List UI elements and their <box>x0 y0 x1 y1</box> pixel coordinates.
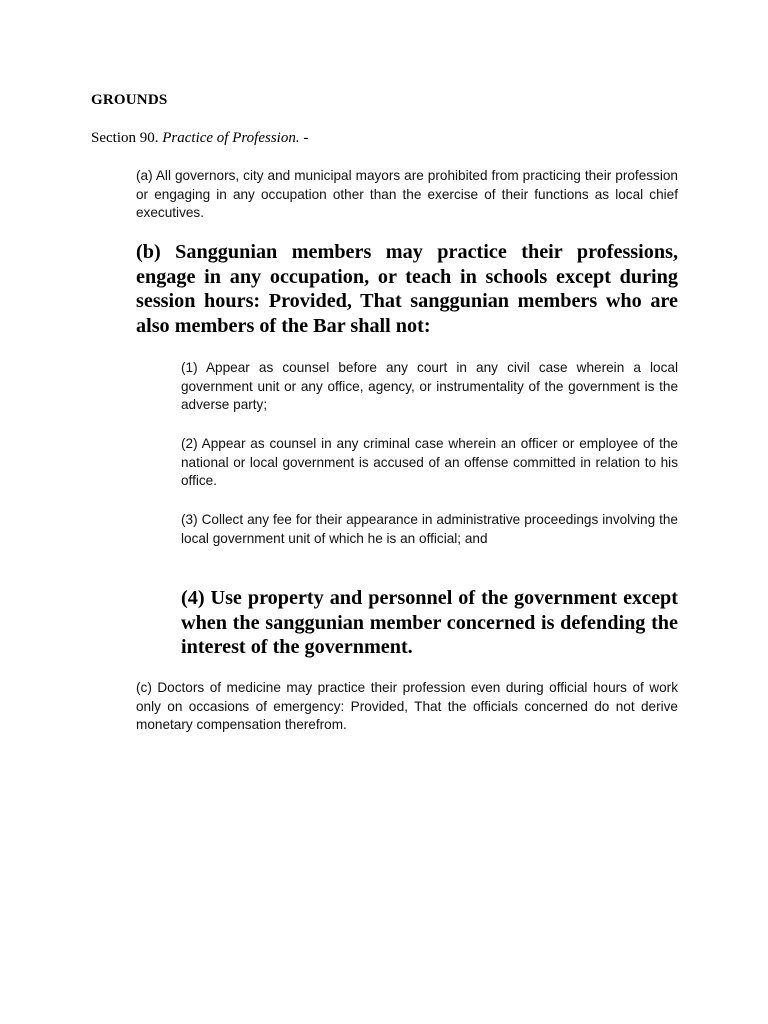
document-heading: GROUNDS <box>91 92 168 108</box>
paragraph-a: (a) All governors, city and municipal mayors are prohibited from practicing their profession or engaging in any occupation other than the exercise of their functions as local chief executives. <box>136 168 678 220</box>
section-title-suffix: - <box>303 130 309 146</box>
section-title: Practice of Profession. <box>162 130 300 146</box>
paragraph-c: (c) Doctors of medicine may practice their profession even during official hours of work only on occasions of emergency: Provided, That the officials concerned do not derive monetary compensation therefrom. <box>136 680 678 732</box>
list-item-4: (4) Use property and personnel of the government except when the sanggunian member concerned is defending the interest of the government. <box>181 587 678 659</box>
section-number: Section 90. <box>91 130 159 146</box>
list-item-3: (3) Collect any fee for their appearance in administrative proceedings involving the local government unit of which he is an official; and <box>181 512 678 546</box>
list-item-2: (2) Appear as counsel in any criminal case wherein an officer or employee of the national or local government is accused of an offense committed in relation to his office. <box>181 436 678 488</box>
list-item-1: (1) Appear as counsel before any court in any civil case wherein a local government unit or any office, agency, or instrumentality of the government is the adverse party; <box>181 360 678 412</box>
section-heading <box>91 130 308 147</box>
paragraph-b: (b) Sanggunian members may practice their professions, engage in any occupation, or teach in schools except during session hours: Provided, That sanggunian members who are also members of the Bar shall not: <box>136 241 678 337</box>
